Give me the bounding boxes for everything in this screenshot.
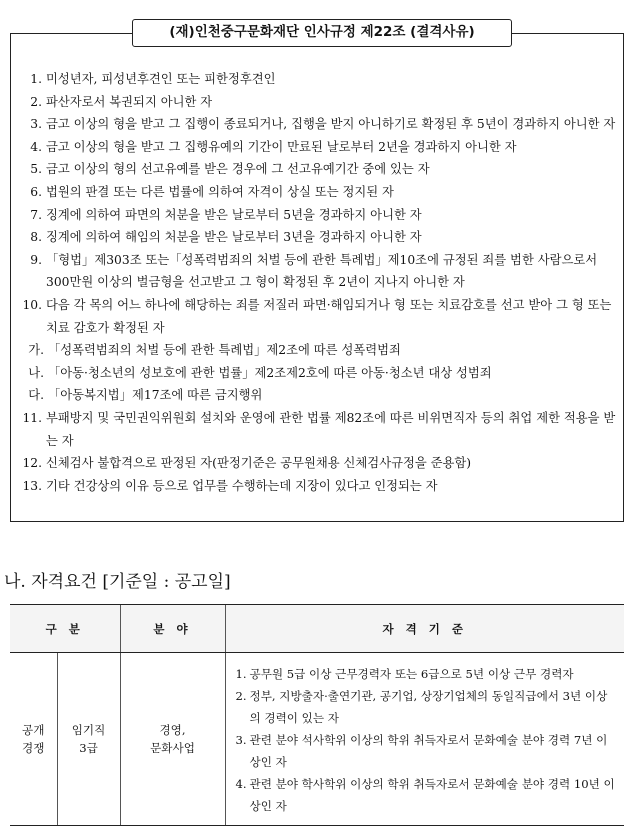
item-number: 12. [22, 456, 42, 471]
item-text: 신체검사 불합격으로 판정된 자(판정기준은 공무원채용 신체검사규정을 준용함) [46, 456, 472, 471]
item-text: 「아동·청소년의 성보호에 관한 법률」제2조제2호에 따른 아동·청소년 대상 성범죄 [48, 365, 492, 380]
item-number: 2. [30, 94, 42, 109]
box-title: (재)인천중구문화재단 인사규정 제22조 (결격사유) [132, 19, 512, 47]
item-number: 8. [30, 230, 42, 245]
qualification-table [10, 604, 624, 826]
disqualification-list [18, 68, 618, 497]
list-item [236, 663, 619, 685]
list-item [18, 68, 618, 91]
list-item [18, 384, 618, 407]
item-number: 3. [30, 117, 42, 132]
cell-field: 경영, 문화사업 [120, 653, 225, 826]
item-number: 10. [22, 297, 42, 312]
item-text: 관련 분야 석사학위 이상의 학위 취득자로서 문화예술 분야 경력 7년 이상인 자 [249, 733, 608, 769]
item-text: 「형법」제303조 또는「성폭력범죄의 처벌 등에 관한 특례법」제10조에 규정된 죄를 범한 사람으로서 300만원 이상의 벌금형을 선고받고 그 형이 확정된 후 2년이 지나지 아니한 자 [46, 252, 598, 290]
item-number: 5. [30, 162, 42, 177]
item-number: 나. [28, 365, 44, 380]
cell-type: 공개 경쟁 [10, 653, 57, 826]
item-text: 금고 이상의 형을 받고 그 집행유예의 기간이 만료된 날로부터 2년을 경과하지 아니한 자 [46, 139, 517, 154]
list-item [18, 181, 618, 204]
item-text: 관련 분야 학사학위 이상의 학위 취득자로서 문화예술 분야 경력 10년 이상인 자 [249, 777, 615, 813]
item-number: 4. [235, 777, 247, 791]
cell-grade: 임기직 3급 [57, 653, 120, 826]
item-number: 7. [30, 207, 42, 222]
item-number: 가. [28, 343, 44, 358]
list-item [18, 339, 618, 362]
item-text: 공무원 5급 이상 근무경력자 또는 6급으로 5년 이상 근무 경력자 [249, 667, 574, 681]
item-text: 정부, 지방출자·출연기관, 공기업, 상장기업체의 동일직급에서 3년 이상의 경력이 있는 자 [249, 689, 608, 725]
list-item [18, 294, 618, 339]
item-text: 금고 이상의 형을 받고 그 집행이 종료되거나, 집행을 받지 아니하기로 확정된 후 5년이 경과하지 아니한 자 [46, 117, 616, 132]
item-text: 「아동복지법」제17조에 따른 금지행위 [48, 388, 263, 403]
item-text: 징계에 의하여 파면의 처분을 받은 날로부터 5년을 경과하지 아니한 자 [46, 207, 422, 222]
item-text: 징계에 의하여 해임의 처분을 받은 날로부터 3년을 경과하지 아니한 자 [46, 230, 422, 245]
list-item [18, 113, 618, 136]
list-item [236, 773, 619, 817]
item-number: 11. [22, 410, 42, 425]
item-number: 1. [235, 667, 247, 681]
item-text: 금고 이상의 형의 선고유예를 받은 경우에 그 선고유예기간 중에 있는 자 [46, 162, 430, 177]
list-item [18, 226, 618, 249]
list-item [236, 729, 619, 773]
item-number: 다. [28, 388, 44, 403]
item-text: 파산자로서 복권되지 아니한 자 [46, 94, 213, 109]
header-category: 구 분 [10, 605, 120, 653]
item-text: 부패방지 및 국민권익위원회 설치와 운영에 관한 법률 제82조에 따른 비위면직자 등의 취업 제한 적용을 받는 자 [46, 410, 616, 448]
list-item [236, 685, 619, 729]
cell-criteria [225, 653, 624, 826]
item-text: 다음 각 목의 어느 하나에 해당하는 죄를 저질러 파면·해임되거나 형 또는 치료감호를 선고 받아 그 형 또는 치료 감호가 확정된 자 [46, 297, 612, 335]
list-item [18, 407, 618, 452]
list-item [18, 91, 618, 114]
header-criteria: 자 격 기 준 [225, 605, 624, 653]
item-number: 13. [22, 478, 42, 493]
item-number: 6. [30, 184, 42, 199]
list-item [18, 158, 618, 181]
list-item [18, 362, 618, 385]
item-number: 4. [30, 139, 42, 154]
item-number: 9. [30, 252, 42, 267]
section-title: 나. 자격요건 [기준일 : 공고일] [4, 572, 231, 592]
list-item [18, 249, 618, 294]
item-text: 미성년자, 피성년후견인 또는 피한정후견인 [46, 72, 276, 86]
item-text: 「성폭력범죄의 처벌 등에 관한 특례법」제2조에 따른 성폭력범죄 [48, 343, 401, 358]
item-number: 2. [235, 689, 247, 703]
item-text: 법원의 판결 또는 다른 법률에 의하여 자격이 상실 또는 정지된 자 [46, 184, 394, 199]
item-number: 1. [30, 72, 42, 86]
list-item [18, 204, 618, 227]
item-number: 3. [235, 733, 247, 747]
header-field: 분 야 [120, 605, 225, 653]
list-item [18, 452, 618, 475]
item-text: 기타 건강상의 이유 등으로 업무를 수행하는데 지장이 있다고 인정되는 자 [46, 478, 438, 493]
list-item [18, 475, 618, 498]
list-item [18, 136, 618, 159]
